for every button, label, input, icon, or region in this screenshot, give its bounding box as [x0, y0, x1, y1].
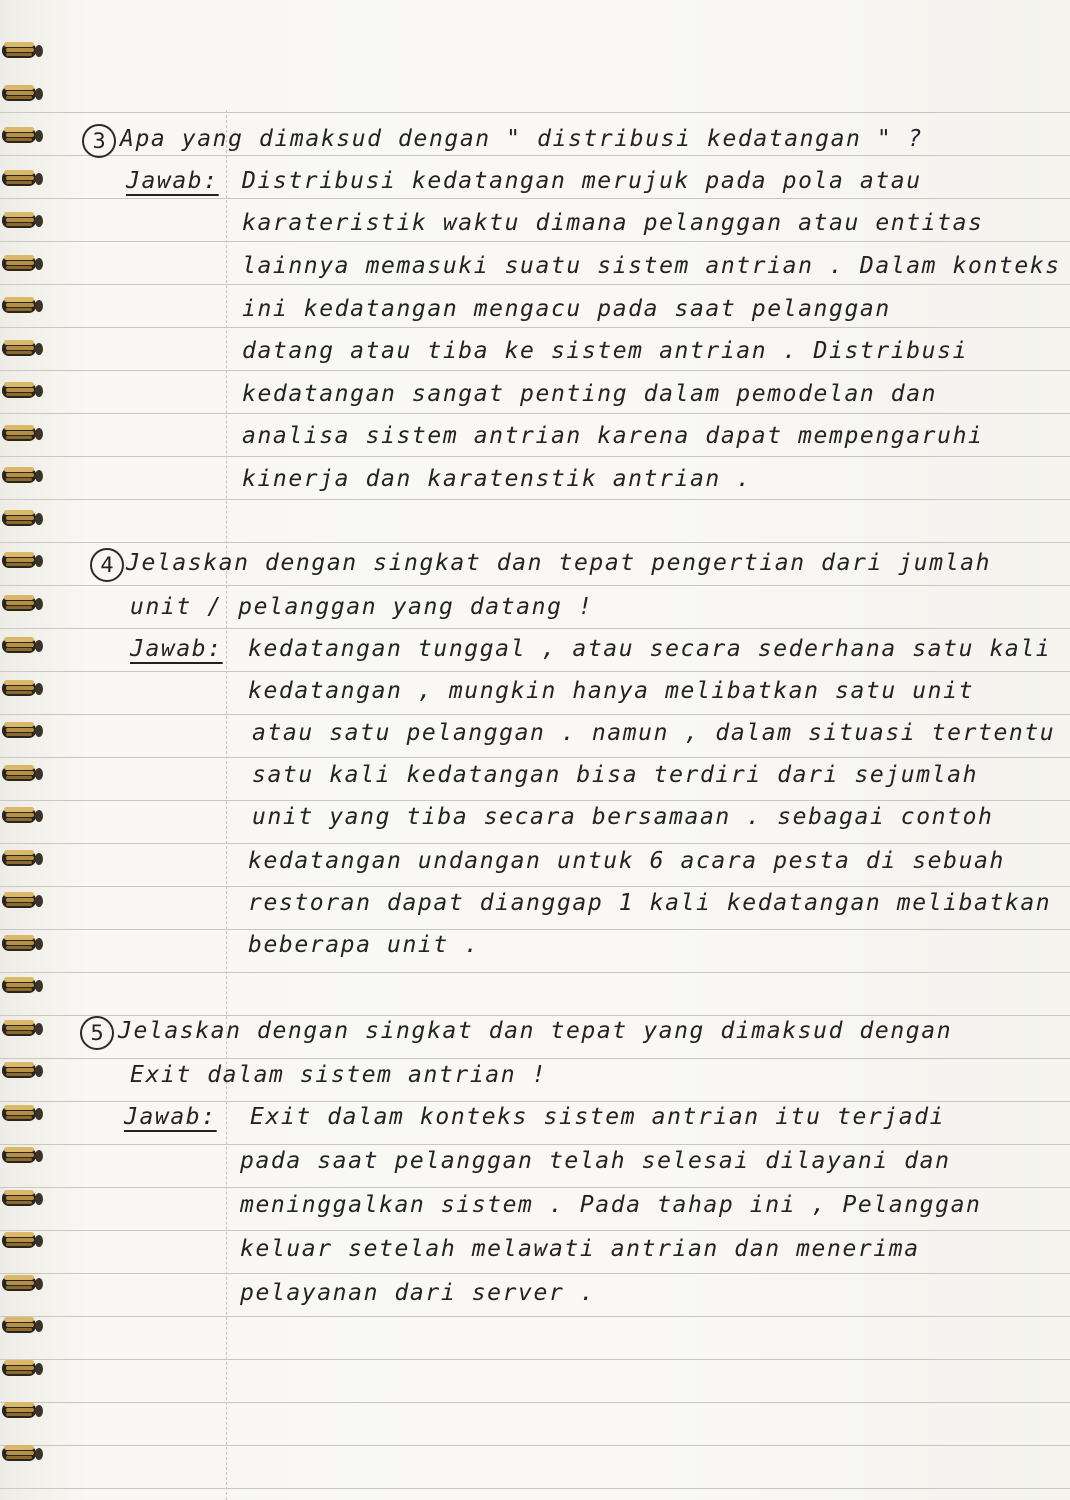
spiral-ring	[2, 1018, 44, 1038]
spiral-ring	[2, 1230, 44, 1250]
answer-3-line: Distribusi kedatangan merujuk pada pola atau	[242, 168, 922, 194]
answer-label-5: Jawab:	[124, 1104, 217, 1130]
ruled-line	[0, 1402, 1070, 1403]
answer-3-line: kedatangan sangat penting dalam pemodelan dan	[242, 381, 938, 407]
ruled-line	[0, 1058, 1070, 1059]
ruled-line	[0, 413, 1070, 414]
spiral-ring	[2, 1400, 44, 1420]
spiral-ring	[2, 635, 44, 655]
ruled-line	[0, 327, 1070, 328]
ruled-line	[0, 1144, 1070, 1145]
answer-label-4: Jawab:	[130, 636, 223, 662]
spiral-ring	[2, 975, 44, 995]
spiral-ring	[2, 125, 44, 145]
ruled-line	[0, 241, 1070, 242]
answer-4-line: beberapa unit .	[248, 932, 480, 958]
answer-5-line: pada saat pelanggan telah selesai dilayani dan	[240, 1148, 951, 1174]
ruled-line	[0, 1316, 1070, 1317]
answer-4-line: kedatangan tunggal , atau secara sederhana satu kali	[248, 636, 1052, 662]
spiral-ring	[2, 210, 44, 230]
ruled-line	[0, 1273, 1070, 1274]
answer-4-line: kedatangan , mungkin hanya melibatkan satu unit	[248, 678, 975, 704]
answer-5-line: pelayanan dari server .	[240, 1280, 596, 1306]
spiral-ring	[2, 465, 44, 485]
answer-4-line: restoran dapat dianggap 1 kali kedatangan melibatkan	[248, 890, 1052, 916]
question-4-text: unit / pelanggan yang datang !	[130, 594, 594, 620]
question-number-4: 4	[90, 548, 124, 582]
spiral-ring	[2, 763, 44, 783]
spiral-ring	[2, 933, 44, 953]
answer-3-line: datang atau tiba ke sistem antrian . Distribusi	[242, 338, 969, 364]
spiral-ring	[2, 83, 44, 103]
question-5-text: Exit dalam sistem antrian !	[130, 1062, 548, 1088]
ruled-line	[0, 585, 1070, 586]
ruled-line	[0, 499, 1070, 500]
spiral-ring	[2, 593, 44, 613]
spiral-ring	[2, 1103, 44, 1123]
spiral-ring	[2, 890, 44, 910]
spiral-ring	[2, 550, 44, 570]
answer-3-line: kinerja dan karatenstik antrian .	[242, 466, 752, 492]
ruled-line	[0, 714, 1070, 715]
spiral-ring	[2, 1145, 44, 1165]
question-3-text: Apa yang dimaksud dengan " distribusi kedatangan " ?	[120, 126, 924, 152]
ruled-line	[0, 628, 1070, 629]
ruled-line	[0, 1187, 1070, 1188]
spiral-ring	[2, 848, 44, 868]
ruled-line	[0, 929, 1070, 930]
spiral-ring	[2, 40, 44, 60]
answer-5-line: keluar setelah melawati antrian dan menerima	[240, 1236, 920, 1262]
ruled-line	[0, 1230, 1070, 1231]
spiral-ring	[2, 168, 44, 188]
ruled-line	[0, 1488, 1070, 1489]
answer-3-line: ini kedatangan mengacu pada saat pelanggan	[242, 296, 891, 322]
spiral-ring	[2, 1273, 44, 1293]
ruled-line	[0, 800, 1070, 801]
ruled-line	[0, 112, 1070, 113]
ruled-line	[0, 843, 1070, 844]
spiral-ring	[2, 1188, 44, 1208]
answer-4-line: kedatangan undangan untuk 6 acara pesta di sebuah	[248, 848, 1005, 874]
question-4-text: Jelaskan dengan singkat dan tepat pengertian dari jumlah	[126, 550, 992, 576]
spiral-ring	[2, 380, 44, 400]
ruled-line	[0, 456, 1070, 457]
answer-5-line: meninggalkan sistem . Pada tahap ini , Pelanggan	[240, 1192, 982, 1218]
spiral-ring	[2, 253, 44, 273]
spiral-ring	[2, 295, 44, 315]
ruled-line	[0, 1445, 1070, 1446]
spiral-ring	[2, 720, 44, 740]
question-number-3: 3	[82, 124, 116, 158]
spiral-ring	[2, 678, 44, 698]
ruled-line	[0, 671, 1070, 672]
spiral-ring	[2, 423, 44, 443]
ruled-line	[0, 972, 1070, 973]
spiral-ring	[2, 1315, 44, 1335]
ruled-line	[0, 370, 1070, 371]
answer-3-line: karateristik waktu dimana pelanggan atau entitas	[242, 210, 984, 236]
spiral-ring	[2, 508, 44, 528]
answer-3-line: lainnya memasuki suatu sistem antrian . Dalam konteks	[242, 253, 1061, 279]
spiral-ring	[2, 1443, 44, 1463]
answer-5-line: Exit dalam konteks sistem antrian itu terjadi	[250, 1104, 946, 1130]
ruled-line	[0, 198, 1070, 199]
answer-3-line: analisa sistem antrian karena dapat mempengaruhi	[242, 423, 984, 449]
question-number-5: 5	[80, 1016, 114, 1050]
question-5-text: Jelaskan dengan singkat dan tepat yang dimaksud dengan	[118, 1018, 953, 1044]
spiral-ring	[2, 338, 44, 358]
ruled-line	[0, 542, 1070, 543]
answer-4-line: atau satu pelanggan . namun , dalam situasi tertentu	[252, 720, 1056, 746]
ruled-line	[0, 155, 1070, 156]
answer-4-line: satu kali kedatangan bisa terdiri dari sejumlah	[252, 762, 979, 788]
ruled-line	[0, 284, 1070, 285]
spiral-ring	[2, 1060, 44, 1080]
answer-4-line: unit yang tiba secara bersamaan . sebagai contoh	[252, 804, 994, 830]
margin-line	[226, 110, 227, 1500]
ruled-line	[0, 1359, 1070, 1360]
answer-label-3: Jawab:	[126, 168, 219, 194]
spiral-ring	[2, 1358, 44, 1378]
ruled-line	[0, 757, 1070, 758]
spiral-ring	[2, 805, 44, 825]
ruled-line	[0, 886, 1070, 887]
